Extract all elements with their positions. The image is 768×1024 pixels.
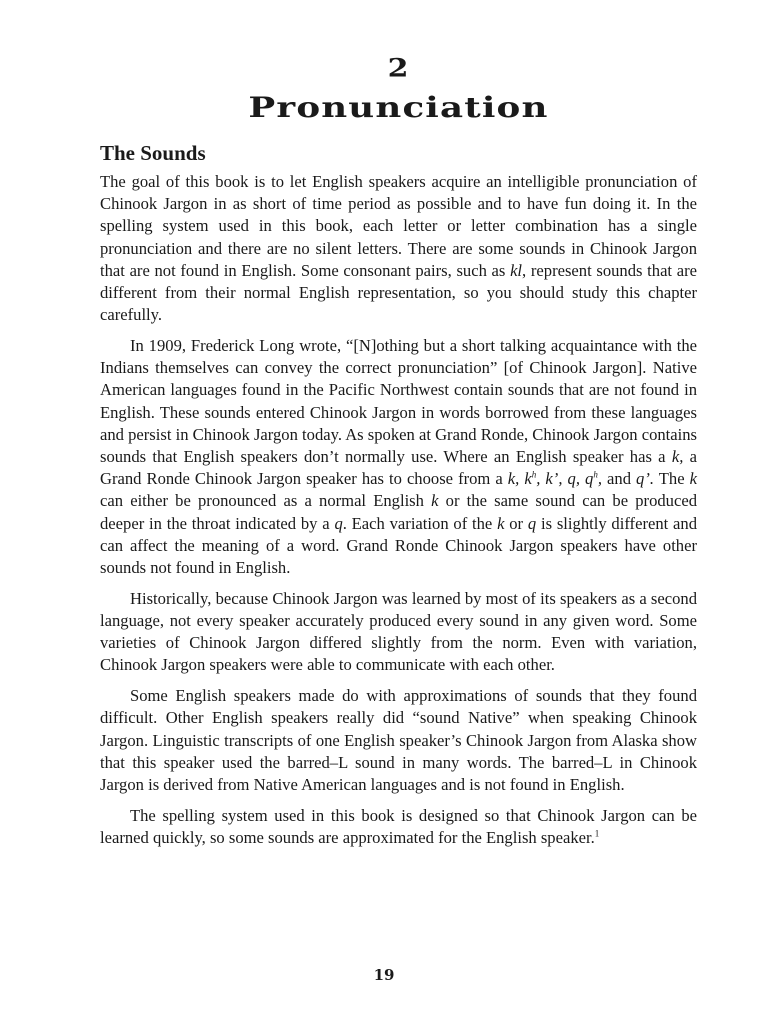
page-body [100,52,697,858]
p2-e: and [601,469,637,489]
paragraph-5 [100,805,697,849]
p2-k5: k [497,513,505,533]
p2-h: or the same sound can be produced deeper in the throat indicated by a [100,491,697,533]
p2-k1: k, [671,447,684,467]
p2-d: , [597,469,602,489]
paragraph-1-italic: kl [510,260,523,280]
p2-k4: k [431,491,439,511]
p2-b: a Grand Ronde Chinook Jargon speaker has to choose from a [100,447,698,489]
chapter-number: 2 [387,53,410,84]
page-number: 19 [373,966,395,984]
p2-j: or [504,513,528,533]
p2-k: is slightly different and can affect the meaning of a word. Grand Ronde Chinook Jargon speakers have other sounds not found in English. [100,513,697,578]
p2-c: , k’, q, q [536,469,594,489]
p2-k3: k [689,469,698,489]
p2-a: In 1909, Frederick Long wrote, “[N]othing but a short talking acquaintance with the Indians themselves can convey the correct pronunciation” [of Chinook Jargon]. Native American languages found in the Pacific Northwest contain sounds that are not found in English. These sounds entered Chinook Jargon in words borrowed from these languages and persist in Chinook Jargon today. As spoken at Grand Ronde, Chinook Jargon contains sounds that English speakers don’t normally use. Where an English speaker has a [100,336,698,467]
paragraph-1-text: The goal of this book is to let English speakers acquire an intelligible pronunciation of Chinook Jargon in as short of time period as possible and to have fun doing it. In the spelling system used in this book, each letter or letter combination has a single pronunciation and there are no silent letters. There are some sounds in Chinook Jargon that are not found in English. Some consonant pairs, such as [100,172,697,280]
paragraph-3: Historically, because Chinook Jargon was learned by most of its speakers as a second language, not every speaker accurately produced every sound in any given word. Some varieties of Chinook Jargon differed slightly from the norm. Even with variation, Chinook Jargon speakers were able to communicate with each other. [100,588,697,675]
p2-f: The [654,469,690,489]
p2-q1: q’. [636,469,655,489]
section-heading: The Sounds [100,141,206,165]
paragraph-4: Some English speakers made do with approximations of sounds that they found difficult. Other English speakers really did “sound Native” when speaking Chinook Jargon. Linguistic transcripts of one English speaker’s Chinook Jargon from Alaska show that this speaker used the barred–L sound in many words. The barred–L in Chinook Jargon is derived from Native American languages and is not found in English. [100,686,697,795]
chapter-title: Pronunciation [248,91,549,125]
footnote-marker: 1 [594,828,600,839]
p2-q3: q [527,513,537,533]
p2-h1: h [531,469,537,480]
p2-g: can either be pronounced as a normal English [100,491,432,511]
paragraph-1-end: , represent sounds that are different from their normal English representation, so you should study this chapter carefully. [100,260,697,325]
paragraph-1 [100,171,697,326]
p2-i: . Each variation of the [342,513,498,533]
p2-q2: q [334,513,343,533]
paragraph-5-text: The spelling system used in this book is designed so that Chinook Jargon can be learned quickly, so some sounds are approximated for the English speaker. [100,805,697,848]
paragraph-2 [100,335,697,579]
p2-h2: h [593,469,598,480]
p2-k2: k, k [507,469,532,489]
